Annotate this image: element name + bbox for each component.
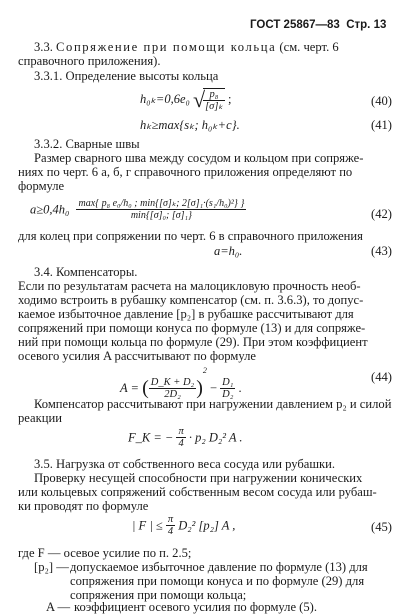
equation-number-40: (40) [371, 94, 392, 108]
standard-code: ГОСТ 25867—83 [250, 19, 340, 31]
definition-f: где F — осевое усилие по п. 2.5; [18, 546, 192, 560]
section-3-5-title: 3.5. Нагрузка от собственного веса сосуда или рубашки. [34, 457, 336, 471]
section-3-3-2-title: 3.3.2. Сварные швы [34, 137, 140, 151]
document-page: ГОСТ 25867—83 Стр. 13 3.3. Сопряжение при помощи кольца (см. черт. 6 справочного приложения). 3.3.1. Определение высоты кольца h₀ₖ=0,6e₀ √ $\frac{\text{p₈}}{\text{[σ]ₖ}}$ ; (40) hₖ≥max{sₖ; h₀ₖ+c}. (41) 3.3.2. Сварные швы Размер сварного шва между сосудом и кольцом при сопряже- ниях по черт. 6 а, б, г справочного приложения определяют по формуле a≥0,4h₀ $\frac{\text{max\{ p₈ e₀/h₀ ; min\{[σ]ₖ; 2[σ]₁·(s₁/h₀)²\} \}}}{\text{min\{[σ]₀; [σ]₁\}}}$ (42) для колец при сопряжении по черт. 6 в справочного приложения a=h₀. (43) 3.4. Компенсаторы. Если по результатам расчета на малоцикловую прочность необ- ходимо встроить в рубашку компенсатор (см. п. 3.6.3), то допус- каемое избыточное давление [p₂] в рубашке рассчитывают для сопряжений при помощи конуса по формуле (13) и для сопряже- ний при помощи кольца по формуле (29). При этом коэффициент осевого усилия A рассчитывают по формуле A = ( $\frac{\text{D\_K + D₂}}{\text{2D₂}}$ )$^2$ − $\frac{\text{D₁}}{\text{D₂}}$ . (44) Компенсатор рассчитывают при нагружении давлением p₂ и силой реакции F_K = − $\frac{\pi}{4}$ · p₂ D₂² A . 3.5. Нагрузка от собственного веса сосуда или рубашки. Проверку несущей способности при нагружении конических или кольцевых сопряжений собственным весом сосуда или рубаш- ки проводят по формуле | F | ≤ $\frac{\pi}{4}$ D₂² [p₂] A , (45) где F — осевое усилие по п. 2.5; [p₂] — допускаемое избыточное давление по формуле (13) для сопряжения при помощи конуса и по формуле (29) для сопряжения при помощи кольца; A — коэффициент осевого усилия по формуле (5). [18, 19, 392, 614]
formula-44: A = ( $\frac{\text{D\_K + D₂}}{\text{2D₂}}$ )$^2$ − $\frac{\text{D₁}}{\text{D₂}}$ . [120, 366, 242, 400]
formula-40: h₀ₖ=0,6e₀ √ $\frac{\text{p₈}}{\text{[σ]ₖ}}$ ; [140, 87, 232, 112]
page-number: Стр. 13 [346, 19, 387, 31]
section-3-3-ref: справочного приложения). [18, 54, 161, 68]
section-3-4-title: 3.4. Компенсаторы. [34, 265, 138, 279]
section-3-3-title: Сопряжение при помощи кольца [56, 40, 277, 54]
equation-number-43: (43) [371, 244, 392, 258]
equation-number-41: (41) [371, 118, 392, 132]
page-header [250, 18, 394, 32]
formula-41: hₖ≥max{sₖ; h₀ₖ+c}. [140, 118, 240, 132]
formula-45: | F | ≤ $\frac{\pi}{4}$ D₂² [p₂] A , [132, 514, 236, 537]
definition-p2-symbol: [p₂] — [34, 560, 69, 574]
equation-number-42: (42) [371, 207, 392, 221]
section-3-3-1-title: 3.3.1. Определение высоты кольца [34, 69, 219, 83]
equation-number-44: (44) [371, 370, 392, 384]
formula-43: a=h₀. [214, 244, 243, 258]
section-3-3-heading: 3.3. Сопряжение при помощи кольца (см. черт. 6 [34, 40, 339, 54]
definition-a-symbol: A — [46, 600, 71, 614]
equation-number-45: (45) [371, 520, 392, 534]
formula-fk: F_K = − $\frac{\pi}{4}$ · p₂ D₂² A . [128, 426, 243, 449]
formula-42: a≥0,4h₀ $\frac{\text{max\{ p₈ e₀/h₀ ; min\{[σ]ₖ; 2[σ]₁·(s₁/h₀)²\} \}}}{\text{min\{[σ]₀; [σ]₁\}}}$ [30, 198, 245, 221]
